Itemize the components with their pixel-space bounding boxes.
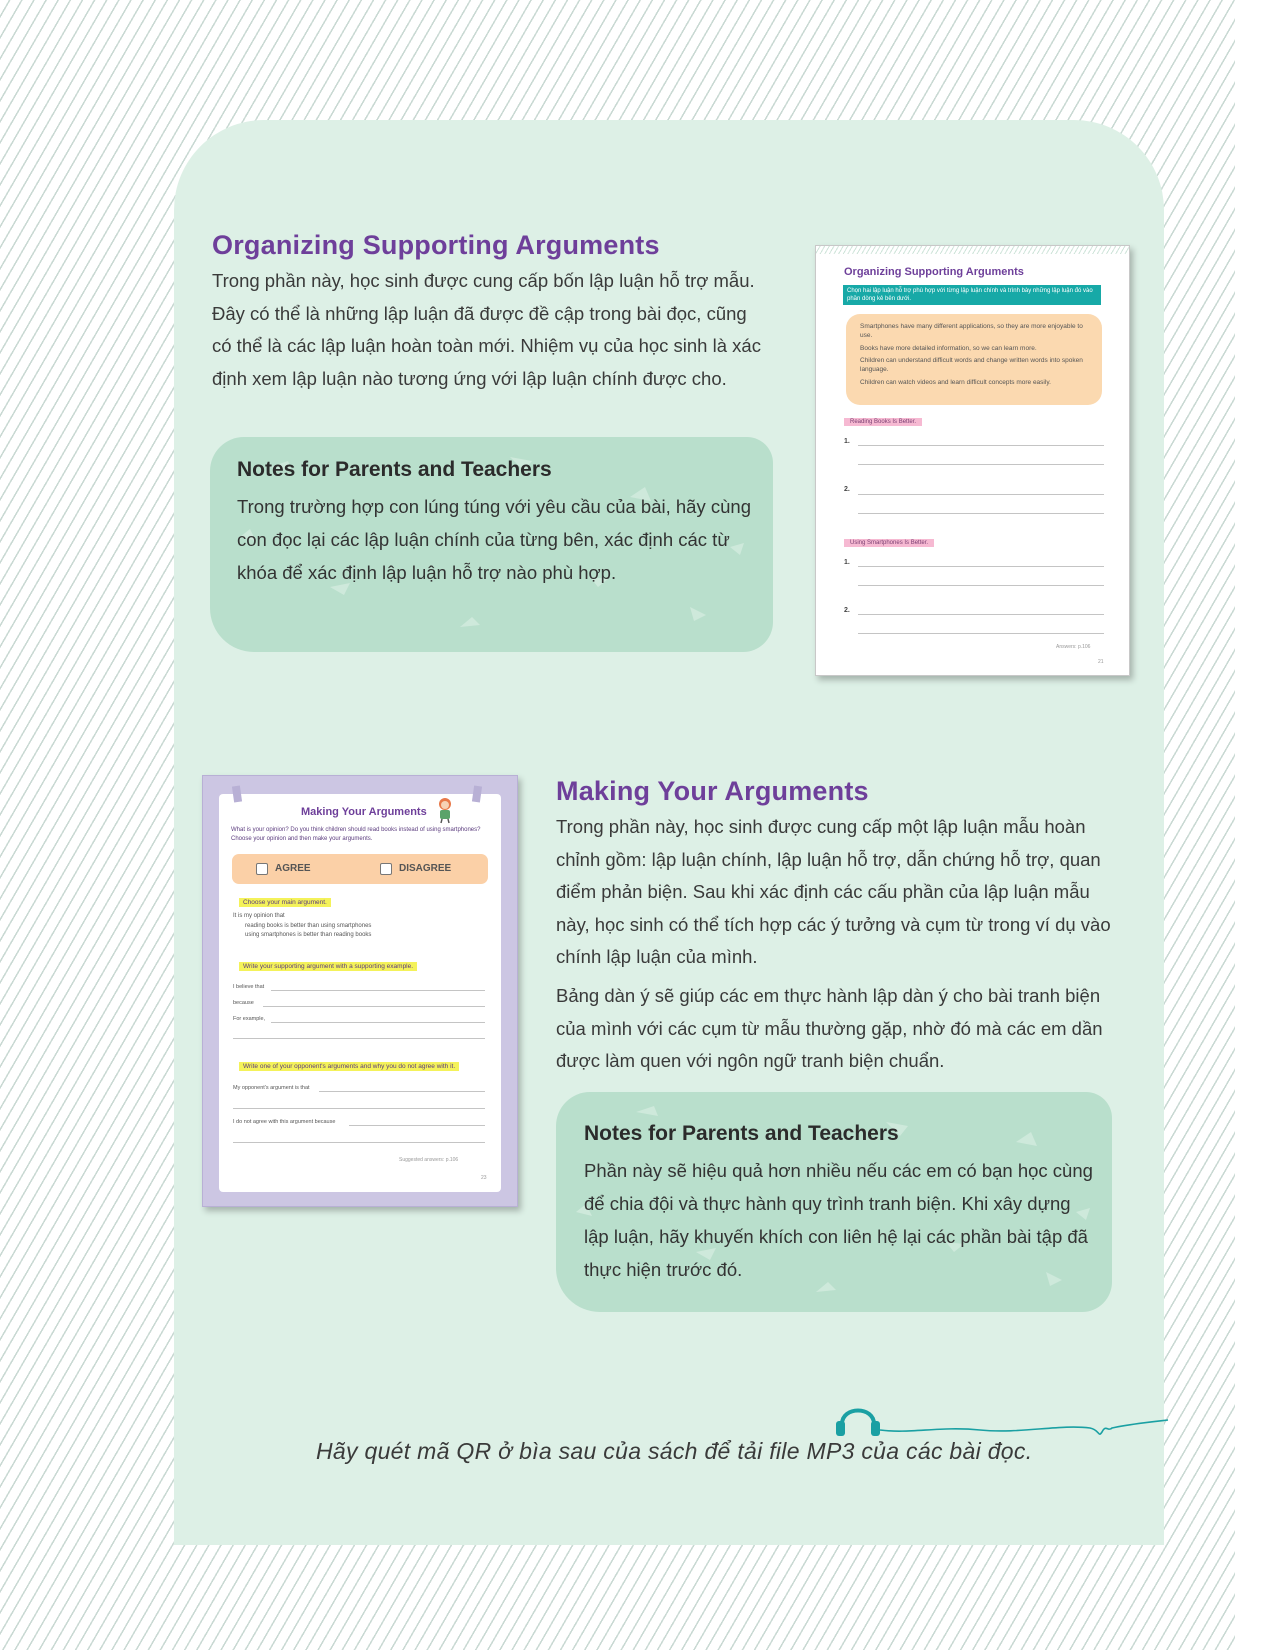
- thumbnail-tag-reading: Reading Books Is Better.: [844, 418, 922, 426]
- answer-line: [233, 1038, 485, 1039]
- notes-title-2: Notes for Parents and Teachers: [584, 1122, 899, 1145]
- tape-strip: [232, 786, 242, 803]
- answer-line: [263, 1006, 485, 1007]
- answer-line: [858, 513, 1104, 514]
- answer-line: [233, 1108, 485, 1109]
- step-opponent: Write one of your opponent's arguments and why you do not agree with it.: [239, 1062, 459, 1071]
- answer-line: [858, 445, 1104, 446]
- answer-line: [858, 614, 1104, 615]
- worksheet-thumbnail-organizing: [815, 245, 1130, 676]
- thumbnail-num: 1.: [844, 438, 850, 445]
- answer-line: [858, 494, 1104, 495]
- notes-title-1: Notes for Parents and Teachers: [237, 458, 552, 481]
- agree-label: AGREE: [275, 863, 311, 874]
- thumbnail-page-number: 21: [1098, 659, 1104, 665]
- step-choose-main: Choose your main argument.: [239, 898, 331, 907]
- step-supporting: Write your supporting argument with a supporting example.: [239, 962, 417, 971]
- answer-line: [858, 566, 1104, 567]
- answer-line: [271, 1022, 485, 1023]
- answer-line: [858, 464, 1104, 465]
- prompt-believe: I believe that: [233, 984, 265, 990]
- opinion-choice-box: [232, 854, 488, 884]
- answer-line: [858, 585, 1104, 586]
- suggested-answers-ref: Suggested answers: p.106: [399, 1157, 459, 1163]
- character-icon: [434, 796, 456, 824]
- opinion-option: using smartphones is better than reading books: [245, 932, 372, 938]
- answer-line: [233, 1142, 485, 1143]
- thumbnail-bullet: Books have more detailed information, so we can learn more.: [860, 345, 1037, 352]
- thumbnail-top-stripe: [816, 246, 1129, 254]
- notes-body-2: Phần này sẽ hiệu quả hơn nhiều nếu các em có bạn học cùng để chia đội và thực hành quy trình tranh biện. Khi xây dựng lập luận, hãy khuyến khích con liên hệ lại các phần bài tập đã thực hiện trước đó.: [584, 1160, 1093, 1280]
- thumbnail-question: What is your opinion? Do you think children should read books instead of using smartphones? Choose your opinion and then make your arguments.: [231, 827, 481, 842]
- section-title-making: Making Your Arguments: [556, 776, 869, 806]
- thumbnail-answers-ref: Answers: p.106: [1056, 644, 1091, 650]
- section-title-organizing: Organizing Supporting Arguments: [212, 230, 660, 260]
- answer-line: [271, 990, 485, 991]
- disagree-label: DISAGREE: [399, 863, 452, 874]
- page-margin: [1235, 0, 1275, 1650]
- thumbnail-bullet: Children can watch videos and learn difficult concepts more easily.: [860, 379, 1051, 386]
- thumbnail-bullet-box: [846, 314, 1102, 405]
- thumbnail-title: Making Your Arguments: [301, 806, 427, 818]
- prompt-example: For example,: [233, 1016, 266, 1022]
- agree-checkbox: [256, 863, 268, 875]
- thumbnail-bullet: Children can understand difficult words and change written words into spoken language.: [860, 357, 1083, 373]
- notes-box-2: [556, 1092, 1112, 1312]
- thumbnail-title: Organizing Supporting Arguments: [844, 266, 1024, 278]
- section-body-organizing: Trong phần này, học sinh được cung cấp bốn lập luận hỗ trợ mẫu. Đây có thể là những lập luận đã được đề cập trong bài đọc, cũng có thể là các lập luận hoàn toàn mới. Nhiệm vụ của học sinh là xác định xem lập luận nào tương ứng với lập luận chính được cho.: [212, 270, 761, 389]
- thumbnail-bullet: Smartphones have many different applications, so they are more enjoyable to use.: [860, 323, 1083, 339]
- answer-line: [349, 1125, 485, 1126]
- answer-line: [858, 633, 1104, 634]
- prompt-because: because: [233, 1000, 254, 1006]
- thumbnail-tag-smartphones: Using Smartphones Is Better.: [844, 539, 934, 547]
- answer-line: [319, 1091, 485, 1092]
- thumbnail-instruction-bar: Chọn hai lập luận hỗ trợ phù hợp với từng lập luận chính và trình bày những lập luận đó vào phần dòng kẻ bên dưới.: [843, 285, 1101, 305]
- thumbnail-num: 2.: [844, 607, 850, 614]
- section-body-making-2: Bảng dàn ý sẽ giúp các em thực hành lập dàn ý cho bài tranh biện của mình với các cụm từ mẫu thường gặp, nhờ đó mà các em dần được làm quen với ngôn ngữ tranh biện chuẩn.: [556, 985, 1103, 1071]
- worksheet-thumbnail-making: [202, 775, 518, 1207]
- section-body-making-1: Trong phần này, học sinh được cung cấp một lập luận mẫu hoàn chỉnh gồm: lập luận chính, lập luận hỗ trợ, dẫn chứng hỗ trợ, quan điểm phản biện. Sau khi xác định các cấu phần của lập luận mẫu này, học sinh có thể tích hợp các ý tưởng và cụm từ trong ví dụ vào chính lập luận của mình.: [556, 816, 1111, 967]
- prompt-opponent: My opponent's argument is that: [233, 1085, 310, 1091]
- disagree-checkbox: [380, 863, 392, 875]
- headphones-icon: [830, 1398, 1170, 1440]
- thumbnail-sheet: [219, 794, 501, 1192]
- notes-body-1: Trong trường hợp con lúng túng với yêu cầu của bài, hãy cùng con đọc lại các lập luận chính của từng bên, xác định các từ khóa để xác định lập luận hỗ trợ nào phù hợp.: [237, 496, 751, 583]
- thumbnail-num: 1.: [844, 559, 850, 566]
- prompt-disagree: I do not agree with this argument because: [233, 1119, 336, 1125]
- thumbnail-page-number: 23: [481, 1175, 487, 1181]
- thumbnail-num: 2.: [844, 486, 850, 493]
- notes-box-1: [210, 437, 773, 652]
- opinion-intro: It is my opinion that: [233, 913, 285, 919]
- qr-instruction: Hãy quét mã QR ở bìa sau của sách để tải file MP3 của các bài đọc.: [316, 1438, 1033, 1464]
- opinion-option: reading books is better than using smartphones: [245, 923, 372, 929]
